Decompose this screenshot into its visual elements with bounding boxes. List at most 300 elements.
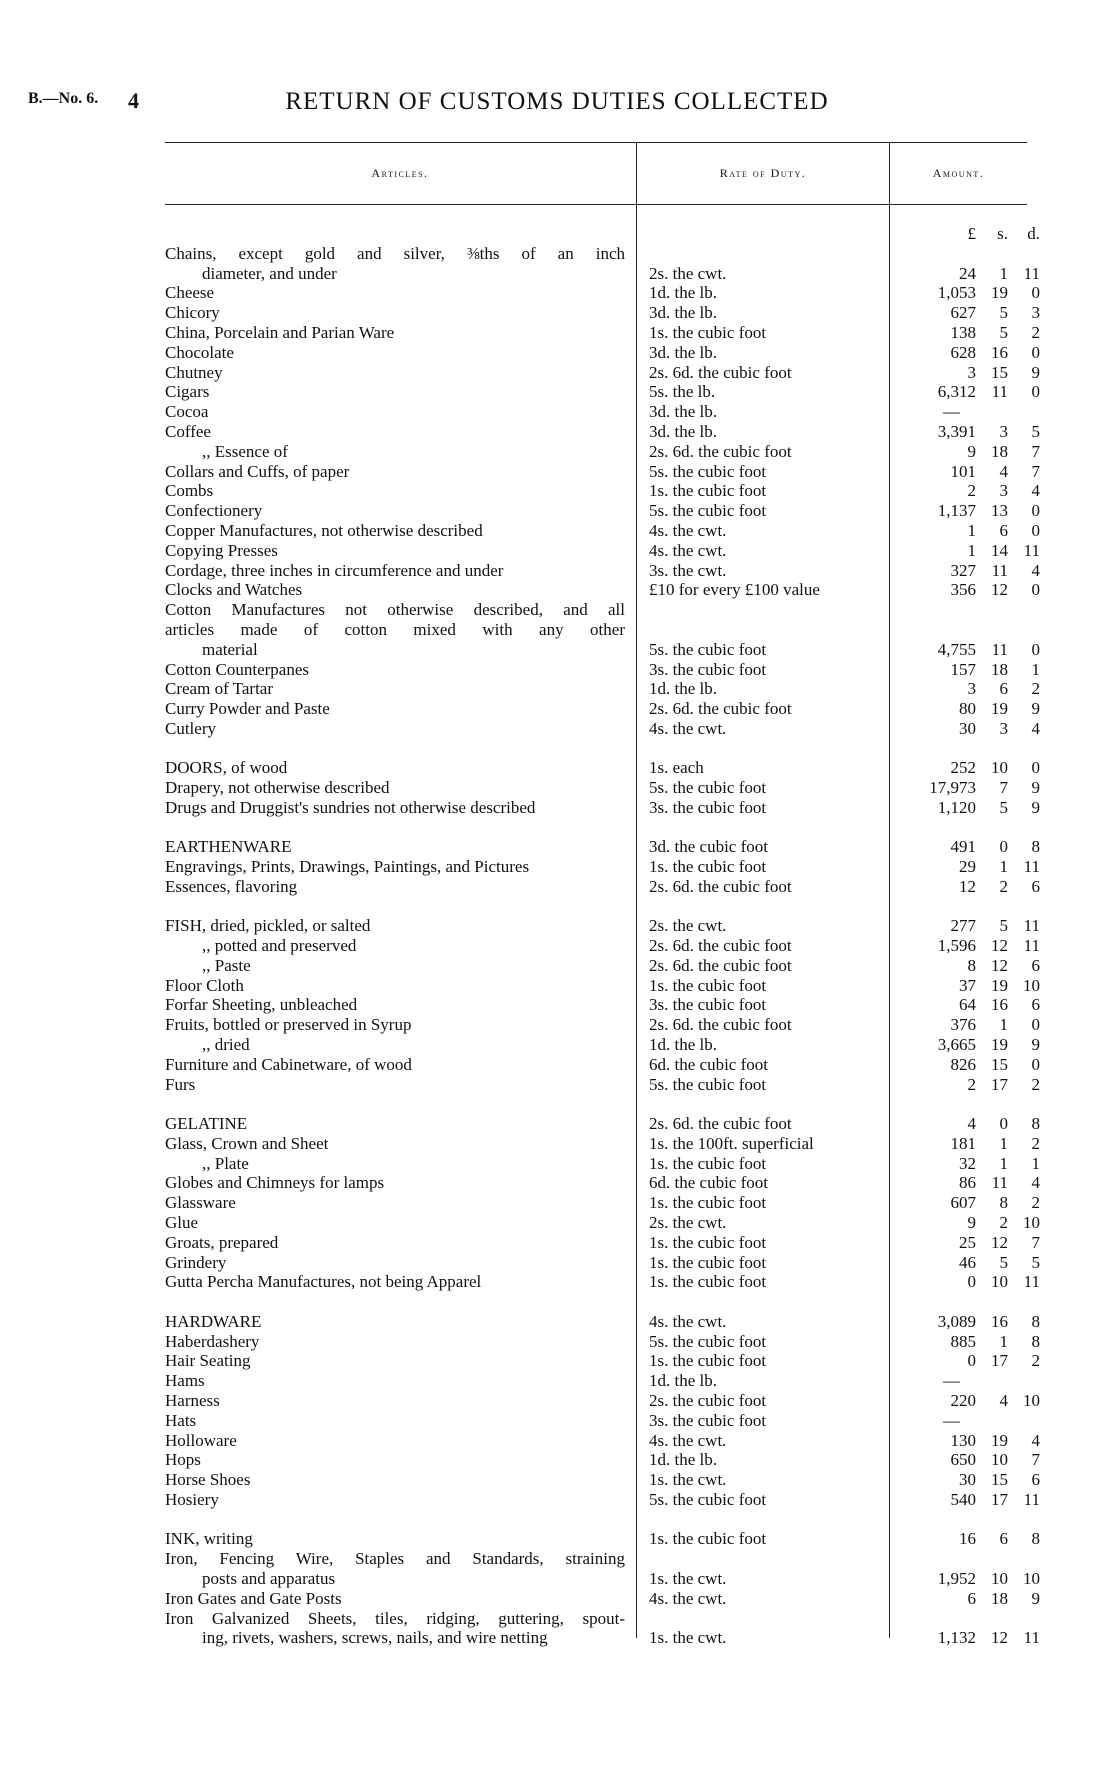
- amount-pence: 2: [1031, 1074, 1040, 1094]
- rate-cell: 1s. the 100ft. superficial: [649, 1133, 814, 1153]
- amount-pence: 9: [1031, 362, 1040, 382]
- rate-cell: 5s. the cubic foot: [649, 778, 767, 798]
- amount-pounds: 4,755: [937, 639, 976, 659]
- article-cell: [165, 719, 625, 739]
- amount-pence: 0: [1031, 1054, 1040, 1074]
- table-row: [0, 1450, 1114, 1470]
- amount-shillings: 10: [991, 1450, 1008, 1470]
- column-header-rate: Rate of Duty.: [719, 166, 807, 180]
- article-text: Combs: [165, 481, 214, 501]
- article-text: diameter, and under: [202, 263, 337, 283]
- table-row: [0, 303, 1114, 323]
- article-cell: [165, 422, 625, 442]
- table-row: [0, 1272, 1114, 1292]
- article-text: Cheese: [165, 283, 215, 303]
- amount-pence: 8: [1031, 1114, 1040, 1134]
- table-row: [0, 1411, 1114, 1431]
- amount-pounds: 181: [950, 1133, 976, 1153]
- amount-pounds: 12: [959, 876, 976, 896]
- table-row: [0, 363, 1114, 383]
- article-text: Essences, flavoring: [165, 876, 298, 896]
- amount-pounds: 3,089: [937, 1311, 976, 1331]
- article-text: Cocoa: [165, 402, 209, 422]
- table-row: [0, 956, 1114, 976]
- amount-pounds: 1,120: [937, 797, 976, 817]
- amount-pence: 7: [1031, 441, 1040, 461]
- amount-pounds: 277: [950, 916, 976, 936]
- amount-pounds: 29: [959, 857, 976, 877]
- amount-shillings: 17: [991, 1074, 1008, 1094]
- rate-cell: 1s. the cubic foot: [649, 857, 767, 877]
- amount-shillings: 3: [999, 718, 1008, 738]
- table-row: [0, 916, 1114, 936]
- rate-cell: 2s. 6d. the cubic foot: [649, 362, 792, 382]
- amount-shillings: 8: [999, 1193, 1008, 1213]
- table-row: [0, 1609, 1114, 1649]
- article-cell: [165, 1272, 625, 1292]
- article-cell: [165, 995, 625, 1015]
- rate-cell: 1s. the cubic foot: [649, 1529, 767, 1549]
- table-row: [0, 1470, 1114, 1490]
- article-cell: [165, 402, 625, 422]
- rate-cell: 5s. the cubic foot: [649, 1489, 767, 1509]
- rate-cell: 2s. the cwt.: [649, 1213, 727, 1233]
- article-cell: [165, 699, 625, 719]
- article-text: China, Porcelain and Parian Ware: [165, 322, 395, 342]
- rate-cell: 2s. 6d. the cubic foot: [649, 1015, 792, 1035]
- article-cell: [165, 976, 625, 996]
- article-cell: [165, 1609, 625, 1649]
- rate-cell: 2s. 6d. the cubic foot: [649, 441, 792, 461]
- article-text: Chicory: [165, 303, 220, 323]
- article-text: Glass, Crown and Sheet: [165, 1133, 329, 1153]
- article-cell: [165, 1490, 625, 1510]
- table-row: [0, 758, 1114, 778]
- article-text: Chocolate: [165, 342, 234, 362]
- rate-cell: 2s. 6d. the cubic foot: [649, 955, 792, 975]
- article-text: Cotton Counterpanes: [165, 659, 310, 679]
- rate-cell: £10 for every £100 value: [649, 580, 820, 600]
- amount-shillings: 17: [991, 1489, 1008, 1509]
- article-cell: [165, 600, 625, 659]
- article-cell: [165, 244, 625, 284]
- amount-pounds: 1: [967, 540, 976, 560]
- article-cell: [165, 481, 625, 501]
- article-cell: [165, 1450, 625, 1470]
- amount-pounds: 885: [950, 1331, 976, 1351]
- rate-cell: 3d. the lb.: [649, 303, 717, 323]
- amount-shillings: 10: [991, 1568, 1008, 1588]
- amount-nil: —: [943, 1410, 960, 1430]
- amount-pounds: 628: [950, 342, 976, 362]
- table-top-rule: [165, 142, 1027, 143]
- amount-pounds: 607: [950, 1193, 976, 1213]
- article-cell: [165, 660, 625, 680]
- table-row: [0, 462, 1114, 482]
- table-row: [0, 422, 1114, 442]
- article-cell: [165, 1173, 625, 1193]
- amount-pounds: 327: [950, 560, 976, 580]
- table-row: [0, 1589, 1114, 1609]
- article-cell: [165, 462, 625, 482]
- group-spacer: [0, 1292, 1114, 1312]
- page-title: RETURN OF CUSTOMS DUTIES COLLECTED: [285, 88, 829, 115]
- rate-cell: 3d. the lb.: [649, 421, 717, 441]
- table-row: [0, 660, 1114, 680]
- amount-shillings: 18: [991, 441, 1008, 461]
- amount-shillings: 5: [999, 303, 1008, 323]
- amount-shillings: 17: [991, 1351, 1008, 1371]
- amount-shillings: 6: [999, 520, 1008, 540]
- table-row: [0, 1173, 1114, 1193]
- amount-pounds: 64: [959, 995, 976, 1015]
- article-text: Collars and Cuffs, of paper: [165, 461, 350, 481]
- amount-shillings: 15: [991, 1470, 1008, 1490]
- amount-pence: 11: [1023, 916, 1040, 936]
- amount-shillings: 15: [991, 362, 1008, 382]
- amount-pounds: 25: [959, 1232, 976, 1252]
- amount-shillings: 3: [999, 481, 1008, 501]
- table-row: [0, 283, 1114, 303]
- amount-shillings: 14: [991, 540, 1008, 560]
- table-row: [0, 1015, 1114, 1035]
- article-text: ,, dried: [202, 1035, 250, 1055]
- rate-cell: 3s. the cubic foot: [649, 797, 767, 817]
- table-row: [0, 719, 1114, 739]
- article-text: Chains, except gold and silver, ⅜ths of an inch: [165, 243, 625, 263]
- amount-shillings: 5: [999, 322, 1008, 342]
- article-cell: [165, 1351, 625, 1371]
- table-row: [0, 837, 1114, 857]
- table-row: [0, 224, 1114, 283]
- article-cell: [165, 303, 625, 323]
- table-row: [0, 580, 1114, 600]
- article-text: Hosiery: [165, 1489, 219, 1509]
- article-cell: [165, 758, 625, 778]
- article-text: Floor Cloth: [165, 975, 244, 995]
- table-row: [0, 1193, 1114, 1213]
- article-text: Iron Gates and Gate Posts: [165, 1588, 342, 1608]
- amount-pounds: 2: [967, 481, 976, 501]
- article-cell: [165, 1411, 625, 1431]
- article-text: Glassware: [165, 1193, 236, 1213]
- rate-cell: 2s. 6d. the cubic foot: [649, 699, 792, 719]
- amount-pence: 11: [1023, 263, 1040, 283]
- amount-shillings: 1: [999, 857, 1008, 877]
- rate-cell: 1s. the cubic foot: [649, 1272, 767, 1292]
- table-row: [0, 1351, 1114, 1371]
- amount-pounds: 252: [950, 758, 976, 778]
- amount-pence: 6: [1031, 955, 1040, 975]
- article-text: Coffee: [165, 421, 211, 441]
- article-cell: [165, 1312, 625, 1332]
- rate-cell: 5s. the cubic foot: [649, 461, 767, 481]
- rate-cell: 6d. the cubic foot: [649, 1173, 768, 1193]
- amount-pence: 8: [1031, 1311, 1040, 1331]
- rate-cell: 5s. the cubic foot: [649, 1074, 767, 1094]
- page-number: 4: [128, 88, 139, 113]
- amount-pounds: 80: [959, 699, 976, 719]
- amount-pounds: 101: [950, 461, 976, 481]
- rate-cell: 4s. the cwt.: [649, 540, 727, 560]
- rate-cell: 3s. the cwt.: [649, 560, 727, 580]
- article-text: Gutta Percha Manufactures, not being Apparel: [165, 1272, 482, 1292]
- amount-pounds: 6: [967, 1588, 976, 1608]
- amount-shillings: 2: [999, 1213, 1008, 1233]
- article-cell: [165, 916, 625, 936]
- article-text: Hams: [165, 1371, 205, 1391]
- rate-cell: 3d. the lb.: [649, 402, 717, 422]
- amount-pence: 7: [1031, 1450, 1040, 1470]
- table-row: [0, 382, 1114, 402]
- amount-shillings: 5: [999, 797, 1008, 817]
- amount-pounds: 130: [950, 1430, 976, 1450]
- table-row: [0, 481, 1114, 501]
- amount-pounds: 3,665: [937, 1035, 976, 1055]
- amount-shillings: 19: [991, 1430, 1008, 1450]
- article-cell: [165, 1332, 625, 1352]
- article-text: Cutlery: [165, 718, 216, 738]
- amount-pounds: 220: [950, 1391, 976, 1410]
- amount-pence: 11: [1023, 1272, 1040, 1292]
- group-spacer: [0, 739, 1114, 759]
- table-row: [0, 561, 1114, 581]
- article-text: Hops: [165, 1450, 201, 1470]
- rate-cell: 2s. the cwt.: [649, 263, 727, 283]
- amount-pounds: 0: [967, 1351, 976, 1371]
- article-text: Furniture and Cabinetware, of wood: [165, 1054, 412, 1074]
- article-text: EARTHENWARE: [165, 837, 292, 857]
- amount-shillings: 15: [991, 1054, 1008, 1074]
- amount-pence: 10: [1023, 1391, 1040, 1410]
- amount-shillings: 11: [991, 382, 1008, 402]
- amount-pounds: 6,312: [937, 382, 976, 402]
- article-cell: [165, 1371, 625, 1391]
- rate-cell: 3s. the cubic foot: [649, 659, 767, 679]
- article-cell: [165, 936, 625, 956]
- rate-cell: 4s. the cwt.: [649, 718, 727, 738]
- article-text: Groats, prepared: [165, 1232, 279, 1252]
- article-cell: [165, 343, 625, 363]
- amount-pounds: 9: [967, 1213, 976, 1233]
- table-row: [0, 679, 1114, 699]
- rate-cell: 2s. 6d. the cubic foot: [649, 936, 792, 956]
- amount-pence: 4: [1031, 718, 1040, 738]
- amount-shillings: 11: [991, 560, 1008, 580]
- article-text: Glue: [165, 1213, 199, 1233]
- column-header-articles: Articles.: [371, 166, 429, 180]
- article-cell: [165, 1431, 625, 1451]
- article-text: Harness: [165, 1391, 220, 1410]
- amount-pence: 10: [1023, 1568, 1040, 1588]
- amount-pounds: 0: [967, 1272, 976, 1292]
- article-cell: [165, 501, 625, 521]
- amount-pounds: 30: [959, 718, 976, 738]
- amount-pounds: 627: [950, 303, 976, 323]
- amount-pounds: 3: [967, 679, 976, 699]
- article-text: Cream of Tartar: [165, 679, 274, 699]
- article-text: articles made of cotton mixed with any other: [165, 619, 625, 639]
- article-text: Horse Shoes: [165, 1470, 251, 1490]
- article-text: Fruits, bottled or preserved in Syrup: [165, 1015, 412, 1035]
- currency-head-d: d.: [1027, 224, 1040, 243]
- amount-pence: 11: [1023, 1489, 1040, 1509]
- amount-pence: 2: [1031, 322, 1040, 342]
- article-cell: [165, 1035, 625, 1055]
- rate-cell: 1d. the lb.: [649, 1035, 717, 1055]
- article-text: Globes and Chimneys for lamps: [165, 1173, 385, 1193]
- article-cell: [165, 857, 625, 877]
- amount-pounds: 1,053: [937, 283, 976, 303]
- column-header-amount: Amount.: [932, 166, 985, 180]
- article-text: Drugs and Druggist's sundries not otherwise described: [165, 797, 536, 817]
- amount-pounds: 9: [967, 441, 976, 461]
- rate-cell: 1s. the cubic foot: [649, 1193, 767, 1213]
- article-cell: [165, 679, 625, 699]
- amount-pence: 9: [1031, 1035, 1040, 1055]
- article-cell: [165, 382, 625, 402]
- amount-pounds: 157: [950, 659, 976, 679]
- article-cell: [165, 1253, 625, 1273]
- amount-pounds: 24: [959, 263, 976, 283]
- amount-shillings: 13: [991, 501, 1008, 521]
- table-row: [0, 699, 1114, 719]
- table-row: [0, 1154, 1114, 1174]
- article-cell: [165, 561, 625, 581]
- article-cell: [165, 323, 625, 343]
- article-text: ,, Essence of: [202, 441, 288, 461]
- table-row: [0, 1055, 1114, 1075]
- amount-pounds: 3,391: [937, 421, 976, 441]
- article-text: Cotton Manufactures not otherwise described, and all: [165, 600, 625, 620]
- rate-cell: 1d. the lb.: [649, 1371, 717, 1391]
- article-text: Haberdashery: [165, 1331, 260, 1351]
- amount-pence: 2: [1031, 1193, 1040, 1213]
- amount-shillings: 5: [999, 1252, 1008, 1272]
- article-cell: [165, 798, 625, 818]
- rate-cell: 3d. the lb.: [649, 342, 717, 362]
- table-head-rule: [165, 204, 1027, 205]
- amount-pence: 0: [1031, 382, 1040, 402]
- article-text: Chutney: [165, 362, 223, 382]
- table-row: [0, 323, 1114, 343]
- amount-shillings: 18: [991, 1588, 1008, 1608]
- amount-shillings: 1: [999, 1331, 1008, 1351]
- amount-shillings: 5: [999, 916, 1008, 936]
- article-cell: [165, 1391, 625, 1411]
- table-row: [0, 1391, 1114, 1411]
- amount-pence: 5: [1031, 421, 1040, 441]
- amount-pence: 7: [1031, 461, 1040, 481]
- article-cell: [165, 1015, 625, 1035]
- amount-shillings: 2: [999, 876, 1008, 896]
- rate-cell: 1d. the lb.: [649, 1450, 717, 1470]
- article-text: Drapery, not otherwise described: [165, 778, 390, 798]
- article-text: Engravings, Prints, Drawings, Paintings, and Pictures: [165, 857, 530, 877]
- table-row: [0, 1114, 1114, 1134]
- amount-pounds: 826: [950, 1054, 976, 1074]
- amount-shillings: 6: [999, 1529, 1008, 1549]
- article-cell: [165, 283, 625, 303]
- rate-cell: 1s. the cubic foot: [649, 1351, 767, 1371]
- amount-shillings: 19: [991, 699, 1008, 719]
- table-row: [0, 1371, 1114, 1391]
- amount-pence: 10: [1023, 1213, 1040, 1233]
- article-text: FISH, dried, pickled, or salted: [165, 916, 371, 936]
- duties-table: [0, 224, 1114, 1648]
- rate-cell: 4s. the cwt.: [649, 1311, 727, 1331]
- article-text: Iron Galvanized Sheets, tiles, ridging, guttering, spout-: [165, 1608, 625, 1628]
- amount-pounds: 86: [959, 1173, 976, 1193]
- rate-cell: 1s. the cubic foot: [649, 1153, 767, 1173]
- rate-cell: 5s. the lb.: [649, 382, 716, 402]
- article-cell: [165, 442, 625, 462]
- amount-pounds: 1,952: [937, 1568, 976, 1588]
- rate-cell: 1s. the cubic foot: [649, 322, 767, 342]
- amount-shillings: 1: [999, 1133, 1008, 1153]
- article-text: Copying Presses: [165, 540, 278, 560]
- amount-pence: 0: [1031, 342, 1040, 362]
- article-cell: [165, 521, 625, 541]
- rate-cell: 2s. the cubic foot: [649, 1391, 767, 1410]
- amount-pence: 8: [1031, 1529, 1040, 1549]
- amount-pence: 2: [1031, 679, 1040, 699]
- amount-pence: 2: [1031, 1351, 1040, 1371]
- article-text: Furs: [165, 1074, 196, 1094]
- amount-pounds: 30: [959, 1470, 976, 1490]
- article-text: Curry Powder and Paste: [165, 699, 330, 719]
- article-text: material: [202, 639, 258, 659]
- amount-pounds: 356: [950, 580, 976, 600]
- amount-pence: 10: [1023, 975, 1040, 995]
- amount-pounds: 8: [967, 955, 976, 975]
- amount-shillings: 19: [991, 283, 1008, 303]
- article-cell: [165, 1055, 625, 1075]
- amount-shillings: 18: [991, 659, 1008, 679]
- amount-pence: 8: [1031, 1331, 1040, 1351]
- rate-cell: 1s. the cubic foot: [649, 1232, 767, 1252]
- article-cell: [165, 1589, 625, 1609]
- table-row: [0, 1075, 1114, 1095]
- rate-cell: 5s. the cubic foot: [649, 501, 767, 521]
- article-text: Cordage, three inches in circumference and under: [165, 560, 504, 580]
- article-text: INK, writing: [165, 1529, 253, 1549]
- amount-pounds: 1,137: [937, 501, 976, 521]
- article-cell: [165, 837, 625, 857]
- amount-pounds: 32: [959, 1153, 976, 1173]
- article-text: Hair Seating: [165, 1351, 251, 1371]
- amount-pence: 0: [1031, 1015, 1040, 1035]
- amount-pence: 0: [1031, 580, 1040, 600]
- amount-pence: 6: [1031, 1470, 1040, 1490]
- table-row: [0, 877, 1114, 897]
- article-cell: [165, 1233, 625, 1253]
- amount-pence: 6: [1031, 876, 1040, 896]
- amount-pence: 1: [1031, 659, 1040, 679]
- currency-head-s: s.: [997, 224, 1008, 243]
- amount-nil: —: [943, 402, 960, 422]
- amount-shillings: 3: [999, 421, 1008, 441]
- rate-cell: 6d. the cubic foot: [649, 1054, 768, 1074]
- rate-cell: 4s. the cwt.: [649, 1588, 727, 1608]
- amount-pence: 9: [1031, 699, 1040, 719]
- rate-cell: 1s. the cwt.: [649, 1568, 727, 1588]
- amount-pence: 9: [1031, 797, 1040, 817]
- table-row: [0, 1490, 1114, 1510]
- amount-shillings: 11: [991, 1173, 1008, 1193]
- rate-cell: 3d. the cubic foot: [649, 837, 768, 857]
- amount-pence: 7: [1031, 1232, 1040, 1252]
